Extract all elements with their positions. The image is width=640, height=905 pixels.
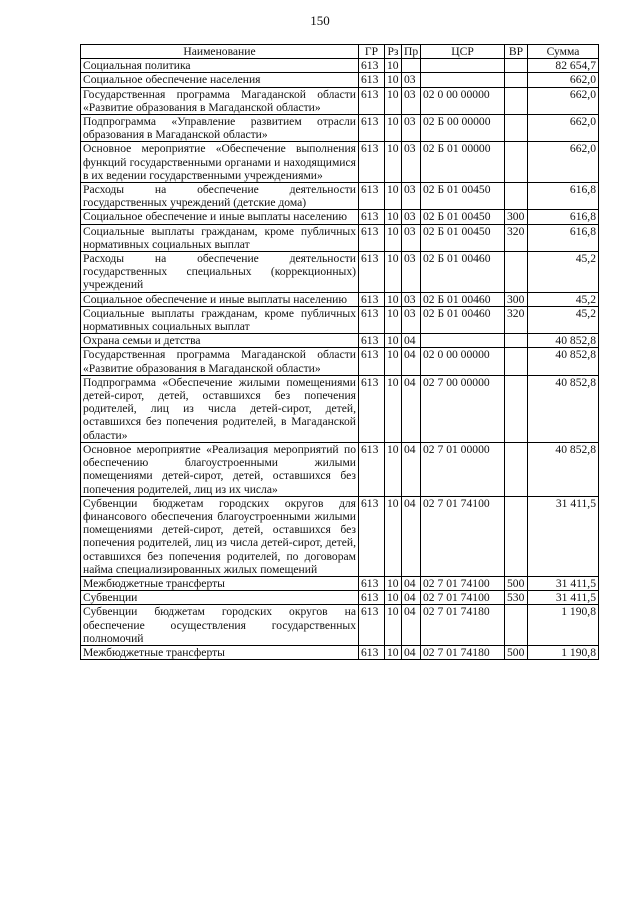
row-vr bbox=[505, 183, 528, 210]
row-rz: 10 bbox=[385, 591, 402, 605]
row-amount: 616,8 bbox=[528, 224, 599, 251]
table-row bbox=[81, 645, 599, 659]
row-csr: 02 Б 01 00460 bbox=[421, 292, 505, 306]
header-csr: ЦСР bbox=[421, 45, 505, 59]
row-gr: 613 bbox=[359, 496, 385, 576]
row-vr bbox=[505, 115, 528, 142]
row-csr: 02 Б 01 00450 bbox=[421, 210, 505, 224]
row-name: Подпрограмма «Управление развитием отрасли образования в Магаданской области» bbox=[81, 115, 359, 142]
row-gr: 613 bbox=[359, 576, 385, 590]
row-amount: 662,0 bbox=[528, 115, 599, 142]
row-rz: 10 bbox=[385, 115, 402, 142]
row-gr: 613 bbox=[359, 334, 385, 348]
row-rz: 10 bbox=[385, 59, 402, 73]
row-pr: 03 bbox=[402, 73, 421, 87]
row-gr: 613 bbox=[359, 591, 385, 605]
row-vr bbox=[505, 142, 528, 183]
row-csr bbox=[421, 334, 505, 348]
row-csr bbox=[421, 59, 505, 73]
table-row bbox=[81, 442, 599, 496]
budget-table bbox=[80, 44, 599, 660]
row-vr bbox=[505, 334, 528, 348]
row-name: Государственная программа Магаданской области «Развитие образования в Магаданской области» bbox=[81, 348, 359, 375]
row-csr: 02 0 00 00000 bbox=[421, 87, 505, 114]
table-row bbox=[81, 334, 599, 348]
row-vr bbox=[505, 442, 528, 496]
table-row bbox=[81, 142, 599, 183]
table-row bbox=[81, 224, 599, 251]
row-vr bbox=[505, 605, 528, 646]
row-pr: 04 bbox=[402, 576, 421, 590]
row-csr: 02 7 01 00000 bbox=[421, 442, 505, 496]
row-amount: 616,8 bbox=[528, 183, 599, 210]
table-row bbox=[81, 292, 599, 306]
row-vr: 500 bbox=[505, 576, 528, 590]
row-pr: 03 bbox=[402, 306, 421, 333]
row-vr: 300 bbox=[505, 292, 528, 306]
row-rz: 10 bbox=[385, 496, 402, 576]
row-vr bbox=[505, 496, 528, 576]
row-gr: 613 bbox=[359, 605, 385, 646]
row-gr: 613 bbox=[359, 375, 385, 442]
row-pr: 03 bbox=[402, 87, 421, 114]
table-row bbox=[81, 375, 599, 442]
row-amount: 45,2 bbox=[528, 252, 599, 293]
row-amount: 31 411,5 bbox=[528, 576, 599, 590]
table-row bbox=[81, 252, 599, 293]
row-pr: 04 bbox=[402, 442, 421, 496]
table-row bbox=[81, 210, 599, 224]
row-name: Расходы на обеспечение деятельности государственных учреждений (детские дома) bbox=[81, 183, 359, 210]
row-rz: 10 bbox=[385, 605, 402, 646]
row-amount: 662,0 bbox=[528, 142, 599, 183]
header-gr: ГР bbox=[359, 45, 385, 59]
row-pr: 03 bbox=[402, 292, 421, 306]
row-name: Социальные выплаты гражданам, кроме публичных нормативных социальных выплат bbox=[81, 224, 359, 251]
row-rz: 10 bbox=[385, 334, 402, 348]
row-gr: 613 bbox=[359, 224, 385, 251]
row-gr: 613 bbox=[359, 115, 385, 142]
row-pr: 04 bbox=[402, 645, 421, 659]
row-pr bbox=[402, 59, 421, 73]
table-row bbox=[81, 115, 599, 142]
row-csr: 02 7 01 74180 bbox=[421, 605, 505, 646]
row-pr: 03 bbox=[402, 115, 421, 142]
row-vr: 500 bbox=[505, 645, 528, 659]
table-row bbox=[81, 87, 599, 114]
row-amount: 40 852,8 bbox=[528, 375, 599, 442]
row-csr bbox=[421, 73, 505, 87]
row-gr: 613 bbox=[359, 183, 385, 210]
header-name: Наименование bbox=[81, 45, 359, 59]
row-rz: 10 bbox=[385, 142, 402, 183]
row-name: Социальные выплаты гражданам, кроме публичных нормативных социальных выплат bbox=[81, 306, 359, 333]
row-name: Основное мероприятие «Обеспечение выполнения функций государственными органами и находящимися в их ведении государственными учреждениями» bbox=[81, 142, 359, 183]
row-name: Расходы на обеспечение деятельности государственных специальных (коррекционных) учреждений bbox=[81, 252, 359, 293]
row-rz: 10 bbox=[385, 73, 402, 87]
row-pr: 04 bbox=[402, 348, 421, 375]
row-vr: 320 bbox=[505, 224, 528, 251]
row-name: Социальная политика bbox=[81, 59, 359, 73]
row-rz: 10 bbox=[385, 210, 402, 224]
table-row bbox=[81, 605, 599, 646]
row-name: Субвенции бюджетам городских округов на обеспечение осуществления государственных полномочий bbox=[81, 605, 359, 646]
row-gr: 613 bbox=[359, 59, 385, 73]
row-rz: 10 bbox=[385, 442, 402, 496]
row-gr: 613 bbox=[359, 645, 385, 659]
row-amount: 662,0 bbox=[528, 87, 599, 114]
row-csr: 02 Б 01 00450 bbox=[421, 183, 505, 210]
row-vr bbox=[505, 87, 528, 114]
row-vr: 300 bbox=[505, 210, 528, 224]
row-name: Социальное обеспечение и иные выплаты населению bbox=[81, 210, 359, 224]
row-gr: 613 bbox=[359, 210, 385, 224]
row-pr: 03 bbox=[402, 252, 421, 293]
row-amount: 616,8 bbox=[528, 210, 599, 224]
row-rz: 10 bbox=[385, 292, 402, 306]
row-amount: 1 190,8 bbox=[528, 645, 599, 659]
row-csr: 02 7 01 74100 bbox=[421, 496, 505, 576]
row-pr: 03 bbox=[402, 183, 421, 210]
row-gr: 613 bbox=[359, 292, 385, 306]
row-amount: 40 852,8 bbox=[528, 442, 599, 496]
row-name: Основное мероприятие «Реализация мероприятий по обеспечению благоустроенными жилыми помещениями детей-сирот, детей, оставшихся без попечения родителей, лиц из их числа» bbox=[81, 442, 359, 496]
row-rz: 10 bbox=[385, 375, 402, 442]
row-rz: 10 bbox=[385, 224, 402, 251]
row-pr: 04 bbox=[402, 375, 421, 442]
table-header-row bbox=[81, 45, 599, 59]
header-pr: Пр bbox=[402, 45, 421, 59]
row-vr: 530 bbox=[505, 591, 528, 605]
row-csr: 02 Б 00 00000 bbox=[421, 115, 505, 142]
page-number: 150 bbox=[310, 13, 330, 28]
row-amount: 31 411,5 bbox=[528, 496, 599, 576]
row-csr: 02 7 01 74180 bbox=[421, 645, 505, 659]
header-rz: Рз bbox=[385, 45, 402, 59]
row-amount: 45,2 bbox=[528, 306, 599, 333]
table-row bbox=[81, 576, 599, 590]
table-row bbox=[81, 73, 599, 87]
row-rz: 10 bbox=[385, 576, 402, 590]
row-amount: 40 852,8 bbox=[528, 334, 599, 348]
row-rz: 10 bbox=[385, 306, 402, 333]
row-vr bbox=[505, 375, 528, 442]
row-csr: 02 7 01 74100 bbox=[421, 576, 505, 590]
row-vr bbox=[505, 348, 528, 375]
row-vr bbox=[505, 59, 528, 73]
row-amount: 45,2 bbox=[528, 292, 599, 306]
row-name: Субвенции бюджетам городских округов для финансового обеспечения благоустроенными жилыми помещениями детей-сирот, детей, оставшихся без попечения родителей, лиц из числа детей-сирот, детей, оставшихся без попечения родителей, по договорам найма специализированных жилых помещений bbox=[81, 496, 359, 576]
row-name: Социальное обеспечение населения bbox=[81, 73, 359, 87]
row-name: Межбюджетные трансферты bbox=[81, 645, 359, 659]
row-vr bbox=[505, 252, 528, 293]
table-row bbox=[81, 59, 599, 73]
row-amount: 31 411,5 bbox=[528, 591, 599, 605]
row-csr: 02 7 01 74100 bbox=[421, 591, 505, 605]
table-row bbox=[81, 591, 599, 605]
row-name: Подпрограмма «Обеспечение жилыми помещениями детей-сирот, детей, оставшихся без попечения родителей, лиц из числа детей-сирот, детей, оставшихся без попечения родителей, в Магаданской области» bbox=[81, 375, 359, 442]
row-rz: 10 bbox=[385, 348, 402, 375]
row-rz: 10 bbox=[385, 252, 402, 293]
row-rz: 10 bbox=[385, 645, 402, 659]
row-gr: 613 bbox=[359, 87, 385, 114]
row-rz: 10 bbox=[385, 87, 402, 114]
row-vr: 320 bbox=[505, 306, 528, 333]
row-gr: 613 bbox=[359, 73, 385, 87]
row-gr: 613 bbox=[359, 442, 385, 496]
row-name: Охрана семьи и детства bbox=[81, 334, 359, 348]
row-amount: 1 190,8 bbox=[528, 605, 599, 646]
row-name: Социальное обеспечение и иные выплаты населению bbox=[81, 292, 359, 306]
row-gr: 613 bbox=[359, 142, 385, 183]
row-vr bbox=[505, 73, 528, 87]
row-csr: 02 Б 01 00460 bbox=[421, 252, 505, 293]
table-row bbox=[81, 348, 599, 375]
table-row bbox=[81, 496, 599, 576]
row-amount: 82 654,7 bbox=[528, 59, 599, 73]
row-name: Субвенции bbox=[81, 591, 359, 605]
row-rz: 10 bbox=[385, 183, 402, 210]
row-pr: 03 bbox=[402, 210, 421, 224]
row-pr: 04 bbox=[402, 605, 421, 646]
row-csr: 02 Б 01 00000 bbox=[421, 142, 505, 183]
table-row bbox=[81, 306, 599, 333]
row-name: Межбюджетные трансферты bbox=[81, 576, 359, 590]
row-csr: 02 0 00 00000 bbox=[421, 348, 505, 375]
row-gr: 613 bbox=[359, 252, 385, 293]
row-gr: 613 bbox=[359, 348, 385, 375]
header-vr: ВР bbox=[505, 45, 528, 59]
row-pr: 04 bbox=[402, 591, 421, 605]
row-amount: 40 852,8 bbox=[528, 348, 599, 375]
row-csr: 02 7 00 00000 bbox=[421, 375, 505, 442]
row-csr: 02 Б 01 00450 bbox=[421, 224, 505, 251]
header-amount: Сумма bbox=[528, 45, 599, 59]
row-pr: 04 bbox=[402, 496, 421, 576]
row-pr: 03 bbox=[402, 224, 421, 251]
row-pr: 04 bbox=[402, 334, 421, 348]
row-amount: 662,0 bbox=[528, 73, 599, 87]
table-row bbox=[81, 183, 599, 210]
row-pr: 03 bbox=[402, 142, 421, 183]
row-name: Государственная программа Магаданской области «Развитие образования в Магаданской области» bbox=[81, 87, 359, 114]
row-gr: 613 bbox=[359, 306, 385, 333]
row-csr: 02 Б 01 00460 bbox=[421, 306, 505, 333]
